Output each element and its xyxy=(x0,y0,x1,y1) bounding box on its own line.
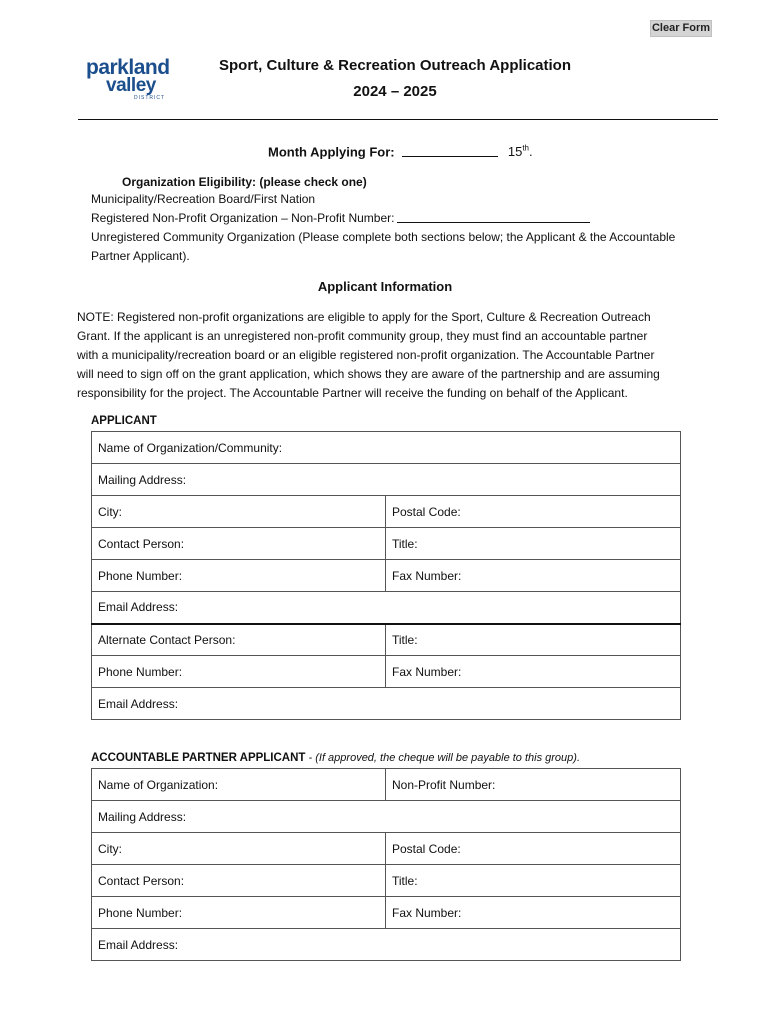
partner-heading-note: - (If approved, the cheque will be payable to this group). xyxy=(305,752,581,764)
eligibility-option-municipality[interactable]: Municipality/Recreation Board/First Nation xyxy=(91,192,316,206)
parkland-valley-logo xyxy=(84,54,182,100)
eligibility-option-unregistered[interactable]: Unregistered Community Organization (Please complete both sections below; the Applicant & the Accountable xyxy=(91,230,676,244)
applicant-mailing-field[interactable]: Mailing Address: xyxy=(92,464,681,496)
applicant-alt-title-field[interactable]: Title: xyxy=(386,624,681,656)
note-line: with a municipality/recreation board or an eligible registered non-profit organization. The Accountable Partner xyxy=(77,348,655,362)
header-divider xyxy=(78,119,718,120)
partner-fax-field[interactable]: Fax Number: xyxy=(386,897,681,929)
partner-np-number-field[interactable]: Non-Profit Number: xyxy=(386,769,681,801)
eligibility-option-registered[interactable]: Registered Non-Profit Organization – Non-Profit Number: xyxy=(91,209,731,228)
applicant-heading: APPLICANT xyxy=(91,415,157,427)
non-profit-number-input[interactable] xyxy=(397,211,590,223)
note-line: NOTE: Registered non-profit organizations are eligible to apply for the Sport, Culture & Recreation Outreach xyxy=(77,310,651,324)
form-year: 2024 – 2025 xyxy=(353,83,437,100)
note-line: Grant. If the applicant is an unregistered non-profit community group, they must find an accountable partner xyxy=(77,329,648,343)
applicant-alt-phone-field[interactable]: Phone Number: xyxy=(92,656,386,688)
partner-city-field[interactable]: City: xyxy=(92,833,386,865)
applicant-title-field[interactable]: Title: xyxy=(386,528,681,560)
partner-phone-field[interactable]: Phone Number: xyxy=(92,897,386,929)
applicant-alt-email-field[interactable]: Email Address: xyxy=(92,688,681,720)
partner-table xyxy=(91,768,681,961)
month-label: Month Applying For: xyxy=(268,144,395,160)
applicant-fax-field[interactable]: Fax Number: xyxy=(386,560,681,592)
applicant-postal-field[interactable]: Postal Code: xyxy=(386,496,681,528)
note-paragraph xyxy=(77,308,709,403)
applicant-org-name-field[interactable]: Name of Organization/Community: xyxy=(92,432,681,464)
eligibility-heading: Organization Eligibility: (please check one) xyxy=(122,175,367,189)
applicant-email-field[interactable]: Email Address: xyxy=(92,592,681,624)
applicant-alt-fax-field[interactable]: Fax Number: xyxy=(386,656,681,688)
partner-heading xyxy=(91,752,580,764)
partner-heading-label: ACCOUNTABLE PARTNER APPLICANT xyxy=(91,752,306,764)
clear-form-button[interactable]: Clear Form xyxy=(650,20,712,37)
applicant-phone-field[interactable]: Phone Number: xyxy=(92,560,386,592)
month-applying-row xyxy=(268,144,533,159)
partner-contact-field[interactable]: Contact Person: xyxy=(92,865,386,897)
month-day: 15th. xyxy=(507,144,533,160)
logo-word-parkland: parkland xyxy=(86,56,170,79)
partner-mailing-field[interactable]: Mailing Address: xyxy=(92,801,681,833)
partner-org-name-field[interactable]: Name of Organization: xyxy=(92,769,386,801)
logo-word-district: DISTRICT xyxy=(134,95,166,100)
applicant-table xyxy=(91,431,681,720)
partner-email-field[interactable]: Email Address: xyxy=(92,929,681,961)
applicant-alt-contact-field[interactable]: Alternate Contact Person: xyxy=(92,624,386,656)
month-input[interactable] xyxy=(402,144,498,157)
note-line: responsibility for the project. The Accountable Partner will receive the funding on behalf of the Applicant. xyxy=(77,386,628,400)
applicant-city-field[interactable]: City: xyxy=(92,496,386,528)
eligibility-option-unregistered-cont: Partner Applicant). xyxy=(91,249,190,263)
logo-word-valley: valley xyxy=(106,75,156,96)
note-line: will need to sign off on the grant application, which shows they are aware of the partnership and are assuming xyxy=(77,367,660,381)
form-title: Sport, Culture & Recreation Outreach Application xyxy=(219,57,571,74)
partner-postal-field[interactable]: Postal Code: xyxy=(386,833,681,865)
applicant-information-title: Applicant Information xyxy=(317,279,453,294)
applicant-contact-field[interactable]: Contact Person: xyxy=(92,528,386,560)
partner-title-field[interactable]: Title: xyxy=(386,865,681,897)
